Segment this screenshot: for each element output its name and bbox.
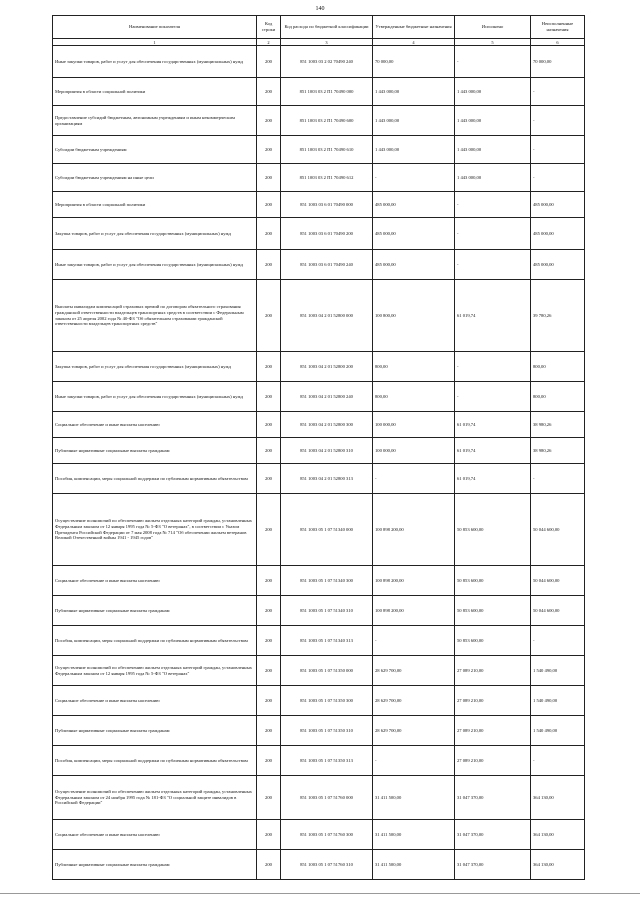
row-approved: 31 411 500,00 (373, 820, 455, 850)
row-executed: 27 089 210,00 (455, 686, 531, 716)
row-line-code: 200 (257, 46, 281, 78)
row-unexecuted: 38 980,26 (531, 438, 585, 464)
row-name: Публичные нормативные социальные выплаты гражданам (53, 438, 257, 464)
header-approved: Утвержденные бюджетные назначения (373, 16, 455, 39)
row-name: Мероприятия в области социальной политики (53, 192, 257, 218)
column-number: 2 (257, 39, 281, 46)
row-approved: 1 443 000,00 (373, 106, 455, 136)
row-approved: 100 000,00 (373, 438, 455, 464)
row-budget-code: 851 1003 05 1 07 51340 000 (281, 494, 373, 566)
row-unexecuted: 364 130,00 (531, 820, 585, 850)
table-row (53, 776, 585, 820)
row-approved: 1 443 000,00 (373, 78, 455, 106)
row-executed: 61 019,74 (455, 412, 531, 438)
row-unexecuted: 50 044 600,00 (531, 596, 585, 626)
row-approved: - (373, 464, 455, 494)
row-unexecuted: 1 540 490,00 (531, 716, 585, 746)
row-line-code: 200 (257, 626, 281, 656)
row-executed: 31 047 370,00 (455, 820, 531, 850)
table-row (53, 566, 585, 596)
table-row (53, 280, 585, 352)
row-executed: 50 853 600,00 (455, 596, 531, 626)
header-budget-code: Код расхода по бюджетной классификации (281, 16, 373, 39)
row-approved: 70 000,00 (373, 46, 455, 78)
row-name: Пособия, компенсации, меры социальной поддержки по публичным нормативным обязательствам (53, 464, 257, 494)
row-line-code: 200 (257, 78, 281, 106)
row-executed: 1 443 000,00 (455, 164, 531, 192)
row-budget-code: 851 1003 05 1 07 51760 310 (281, 850, 373, 880)
row-unexecuted: - (531, 746, 585, 776)
row-name: Выплаты инвалидам компенсаций страховых премий по договорам обязательного страхования гражданской ответственности владельцев транспортных средств в соответствии с Федеральным законом от 25 апреля 2002 года № 40-ФЗ "Об обязательном страховании гражданской ответственности владельцев транспортных средств" (53, 280, 257, 352)
row-budget-code: 851 1003 03 2 П1 70490 600 (281, 106, 373, 136)
row-approved: 28 629 700,00 (373, 686, 455, 716)
table-row (53, 626, 585, 656)
header-executed: Исполнено (455, 16, 531, 39)
row-executed: 27 089 210,00 (455, 656, 531, 686)
table-row (53, 716, 585, 746)
row-unexecuted: 38 980,26 (531, 412, 585, 438)
row-line-code: 200 (257, 250, 281, 280)
table-row (53, 250, 585, 280)
row-budget-code: 851 1003 05 1 07 51760 300 (281, 820, 373, 850)
row-unexecuted: 1 540 490,00 (531, 656, 585, 686)
row-unexecuted: 485 000,00 (531, 218, 585, 250)
row-executed: 31 047 370,00 (455, 850, 531, 880)
header-name: Наименование показателя (53, 16, 257, 39)
row-line-code: 200 (257, 746, 281, 776)
row-line-code: 200 (257, 566, 281, 596)
table-row (53, 438, 585, 464)
row-name: Публичные нормативные социальные выплаты гражданам (53, 716, 257, 746)
row-unexecuted: 364 130,00 (531, 850, 585, 880)
row-budget-code: 851 1003 05 1 07 51340 300 (281, 566, 373, 596)
row-line-code: 200 (257, 412, 281, 438)
row-name: Закупка товаров, работ и услуг для обеспечения государственных (муниципальных) нужд (53, 352, 257, 382)
row-line-code: 200 (257, 686, 281, 716)
row-line-code: 200 (257, 776, 281, 820)
row-unexecuted: - (531, 626, 585, 656)
row-name: Предоставление субсидий бюджетным, автономным учреждениям и иным некоммерческим организациям (53, 106, 257, 136)
row-name: Закупка товаров, работ и услуг для обеспечения государственных (муниципальных) нужд (53, 218, 257, 250)
table-row (53, 352, 585, 382)
column-number: 4 (373, 39, 455, 46)
row-unexecuted: 800,00 (531, 352, 585, 382)
row-unexecuted: 364 130,00 (531, 776, 585, 820)
row-executed: - (455, 192, 531, 218)
row-budget-code: 851 1003 05 1 07 51350 313 (281, 746, 373, 776)
table-row (53, 596, 585, 626)
row-name: Иные закупки товаров, работ и услуг для обеспечения государственных (муниципальных) нужд (53, 46, 257, 78)
row-executed: - (455, 352, 531, 382)
row-unexecuted: 485 000,00 (531, 192, 585, 218)
row-executed: 61 019,74 (455, 438, 531, 464)
row-approved: 800,00 (373, 382, 455, 412)
column-number: 3 (281, 39, 373, 46)
row-budget-code: 851 1003 05 1 07 51350 300 (281, 686, 373, 716)
row-line-code: 200 (257, 596, 281, 626)
row-executed: 61 019,74 (455, 280, 531, 352)
row-budget-code: 851 1003 04 2 01 52800 200 (281, 352, 373, 382)
row-budget-code: 851 1003 05 1 07 51340 313 (281, 626, 373, 656)
column-number: 6 (531, 39, 585, 46)
row-budget-code: 851 1003 04 2 01 52800 300 (281, 412, 373, 438)
row-name: Социальное обеспечение и иные выплаты населению (53, 566, 257, 596)
row-line-code: 200 (257, 192, 281, 218)
row-unexecuted: 50 044 600,00 (531, 566, 585, 596)
row-line-code: 200 (257, 164, 281, 192)
table-row (53, 412, 585, 438)
row-executed: 1 443 000,00 (455, 78, 531, 106)
row-budget-code: 851 1003 05 1 07 51350 310 (281, 716, 373, 746)
row-name: Осуществление полномочий по обеспечению жильем отдельных категорий граждан, установленных Федеральным законом от 24 ноября 1995 года № 181-ФЗ "О социальной защите инвалидов в Российской Федерации" (53, 776, 257, 820)
row-line-code: 200 (257, 850, 281, 880)
table-row (53, 746, 585, 776)
row-name: Иные закупки товаров, работ и услуг для обеспечения государственных (муниципальных) нужд (53, 382, 257, 412)
row-budget-code: 851 1003 03 2 02 70490 240 (281, 46, 373, 78)
row-name: Социальное обеспечение и иные выплаты населению (53, 820, 257, 850)
row-budget-code: 851 1003 04 2 01 52800 240 (281, 382, 373, 412)
row-budget-code: 851 1003 03 6 01 70490 200 (281, 218, 373, 250)
header-row (53, 16, 585, 39)
row-unexecuted: - (531, 164, 585, 192)
row-executed: 61 019,74 (455, 464, 531, 494)
row-approved: 100 800,00 (373, 280, 455, 352)
row-line-code: 200 (257, 438, 281, 464)
row-approved: 800,00 (373, 352, 455, 382)
row-line-code: 200 (257, 136, 281, 164)
row-unexecuted: 39 780,26 (531, 280, 585, 352)
row-approved: - (373, 746, 455, 776)
row-name: Пособия, компенсации, меры социальной поддержки по публичным нормативным обязательствам (53, 746, 257, 776)
row-line-code: 200 (257, 352, 281, 382)
row-line-code: 200 (257, 716, 281, 746)
row-name: Субсидии бюджетным учреждениям (53, 136, 257, 164)
table-row (53, 192, 585, 218)
row-unexecuted: - (531, 78, 585, 106)
row-budget-code: 851 1003 05 1 07 51760 000 (281, 776, 373, 820)
row-approved: - (373, 164, 455, 192)
row-unexecuted: - (531, 106, 585, 136)
row-budget-code: 851 1003 04 2 01 52800 313 (281, 464, 373, 494)
row-name: Социальное обеспечение и иные выплаты населению (53, 412, 257, 438)
row-line-code: 200 (257, 464, 281, 494)
row-approved: 31 411 500,00 (373, 850, 455, 880)
column-number: 1 (53, 39, 257, 46)
table-row (53, 656, 585, 686)
row-approved: 28 629 700,00 (373, 716, 455, 746)
row-line-code: 200 (257, 218, 281, 250)
column-number-row (53, 39, 585, 46)
row-line-code: 200 (257, 494, 281, 566)
row-unexecuted: - (531, 136, 585, 164)
row-name: Иные закупки товаров, работ и услуг для обеспечения государственных (муниципальных) нужд (53, 250, 257, 280)
row-unexecuted: 50 044 600,00 (531, 494, 585, 566)
row-line-code: 200 (257, 382, 281, 412)
row-approved: 485 000,00 (373, 250, 455, 280)
row-executed: - (455, 250, 531, 280)
row-budget-code: 851 1003 03 6 01 70490 000 (281, 192, 373, 218)
table-row (53, 382, 585, 412)
row-budget-code: 851 1003 03 2 П1 70490 612 (281, 164, 373, 192)
row-approved: 31 411 500,00 (373, 776, 455, 820)
page-bottom-rule (0, 893, 640, 894)
row-executed: 50 853 600,00 (455, 494, 531, 566)
row-approved: 485 000,00 (373, 192, 455, 218)
row-name: Мероприятия в области социальной политики (53, 78, 257, 106)
table-row (53, 850, 585, 880)
row-line-code: 200 (257, 820, 281, 850)
row-budget-code: 851 1003 05 1 07 51340 310 (281, 596, 373, 626)
row-line-code: 200 (257, 280, 281, 352)
row-unexecuted: - (531, 464, 585, 494)
row-approved: 100 898 200,00 (373, 566, 455, 596)
row-executed: 1 443 000,00 (455, 106, 531, 136)
row-unexecuted: 800,00 (531, 382, 585, 412)
budget-execution-table (52, 15, 585, 880)
row-name: Осуществление полномочий по обеспечению жильем отдельных категорий граждан, установленных Федеральным законом от 12 января 1995 года № 5-ФЗ "О ветеранах" (53, 656, 257, 686)
table-row (53, 106, 585, 136)
row-executed: 31 047 370,00 (455, 776, 531, 820)
table-row (53, 820, 585, 850)
row-name: Осуществление полномочий по обеспечению жильем отдельных категорий граждан, установленных Федеральным законом от 12 января 1995 года № 5-ФЗ "О ветеранах", в соответствии с Указом Президента Российской Федерации от 7 мая 2008 года № 714 "Об обеспечении жильем ветеранов Великой Отечественной войны 1941 - 1945 годов" (53, 494, 257, 566)
row-unexecuted: 485 000,00 (531, 250, 585, 280)
row-approved: 485 000,00 (373, 218, 455, 250)
table-row (53, 78, 585, 106)
row-name: Пособия, компенсации, меры социальной поддержки по публичным нормативным обязательствам (53, 626, 257, 656)
row-executed: 50 853 600,00 (455, 626, 531, 656)
row-name: Социальное обеспечение и иные выплаты населению (53, 686, 257, 716)
table-body (53, 46, 585, 880)
row-executed: - (455, 382, 531, 412)
table-row (53, 46, 585, 78)
table-row (53, 464, 585, 494)
row-executed: 27 089 210,00 (455, 716, 531, 746)
header-unexecuted: Неисполненные назначения (531, 16, 585, 39)
row-budget-code: 851 1003 03 6 01 70490 240 (281, 250, 373, 280)
row-budget-code: 851 1003 03 2 П1 70490 610 (281, 136, 373, 164)
row-line-code: 200 (257, 106, 281, 136)
table-row (53, 136, 585, 164)
table-row (53, 686, 585, 716)
row-approved: 100 000,00 (373, 412, 455, 438)
row-budget-code: 851 1003 04 2 01 52800 000 (281, 280, 373, 352)
row-budget-code: 851 1003 04 2 01 52800 310 (281, 438, 373, 464)
page-number: 140 (315, 6, 325, 12)
row-budget-code: 851 1003 05 1 07 51350 000 (281, 656, 373, 686)
header-line-code: Код строки (257, 16, 281, 39)
row-unexecuted: 1 540 490,00 (531, 686, 585, 716)
row-approved: 1 443 000,00 (373, 136, 455, 164)
row-line-code: 200 (257, 656, 281, 686)
row-budget-code: 851 1003 03 2 П1 70490 000 (281, 78, 373, 106)
row-approved: 28 629 700,00 (373, 656, 455, 686)
table-row (53, 494, 585, 566)
row-executed: - (455, 46, 531, 78)
row-executed: 1 443 000,00 (455, 136, 531, 164)
table-row (53, 218, 585, 250)
row-approved: - (373, 626, 455, 656)
row-approved: 100 898 200,00 (373, 596, 455, 626)
table-row (53, 164, 585, 192)
row-approved: 100 898 200,00 (373, 494, 455, 566)
row-name: Публичные нормативные социальные выплаты гражданам (53, 596, 257, 626)
row-name: Субсидии бюджетным учреждениям на иные цели (53, 164, 257, 192)
row-executed: 27 089 210,00 (455, 746, 531, 776)
row-name: Публичные нормативные социальные выплаты гражданам (53, 850, 257, 880)
row-executed: 50 853 600,00 (455, 566, 531, 596)
row-unexecuted: 70 000,00 (531, 46, 585, 78)
row-executed: - (455, 218, 531, 250)
column-number: 5 (455, 39, 531, 46)
